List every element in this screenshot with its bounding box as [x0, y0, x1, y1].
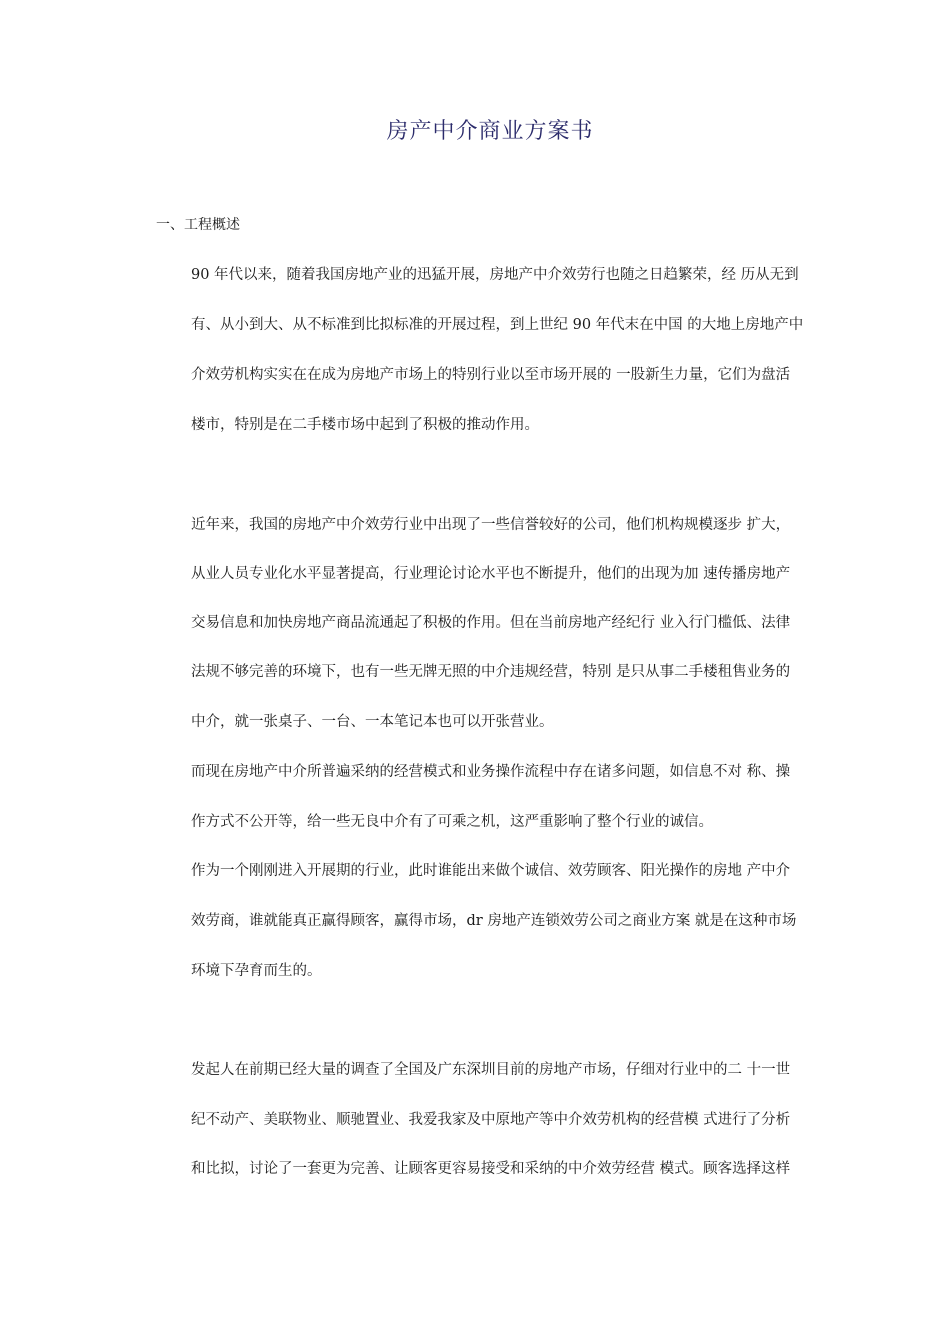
- paragraph-line: 而现在房地产中介所普遍采纳的经营模式和业务操作流程中存在诸多问题，如信息不对 称、操: [191, 764, 791, 780]
- paragraph-line: 有、从小到大、从不标准到比拟标准的开展过程，到上世纪 90 年代末在中国 的大地上房地产中: [191, 317, 804, 333]
- paragraph-line: 法规不够完善的环境下，也有一些无牌无照的中介违规经营，特别 是只从事二手楼租售业务的: [191, 664, 791, 680]
- document-title: 房产中介商业方案书: [386, 119, 594, 144]
- paragraph-line: 介效劳机构实实在在成为房地产市场上的特别行业以至市场开展的 一股新生力量，它们为盘活: [191, 367, 791, 383]
- paragraph-line: 作方式不公开等，给一些无良中介有了可乘之机，这严重影响了整个行业的诚信。: [191, 814, 713, 830]
- paragraph-line: 中介，就一张桌子、一台、一本笔记本也可以开张营业。: [191, 714, 554, 730]
- paragraph-line: 环境下孕育而生的。: [191, 963, 322, 979]
- paragraph-line: 发起人在前期已经大量的调查了全国及广东深圳目前的房地产市场，仔细对行业中的二 十一世: [191, 1062, 791, 1078]
- paragraph-line: 效劳商，谁就能真正赢得顾客，赢得市场，dr 房地产连锁效劳公司之商业方案 就是在这种市场: [191, 913, 797, 929]
- paragraph-line: 纪不动产、美联物业、顺驰置业、我爱我家及中原地产等中介效劳机构的经营模 式进行了分析: [191, 1112, 791, 1128]
- paragraph-line: 近年来，我国的房地产中介效劳行业中出现了一些信誉较好的公司，他们机构规模逐步 扩大，: [191, 517, 791, 533]
- paragraph-line: 90 年代以来，随着我国房地产业的迅猛开展，房地产中介效劳行也随之日趋繁荣，经 历从无到: [191, 267, 799, 283]
- paragraph-line: 从业人员专业化水平显著提高，行业理论讨论水平也不断提升，他们的出现为加 速传播房地产: [191, 566, 791, 582]
- paragraph-line: 作为一个刚刚进入开展期的行业，此时谁能出来做个诚信、效劳顾客、阳光操作的房地 产中介: [191, 863, 791, 879]
- paragraph-line: 楼市，特别是在二手楼市场中起到了积极的推动作用。: [191, 417, 539, 433]
- paragraph-line: 交易信息和加快房地产商品流通起了积极的作用。但在当前房地产经纪行 业入行门槛低、法律: [191, 615, 791, 631]
- paragraph-line: 和比拟，讨论了一套更为完善、让顾客更容易接受和采纳的中介效劳经营 模式。顾客选择这样: [191, 1161, 791, 1177]
- section-heading: 一、工程概述: [156, 217, 240, 233]
